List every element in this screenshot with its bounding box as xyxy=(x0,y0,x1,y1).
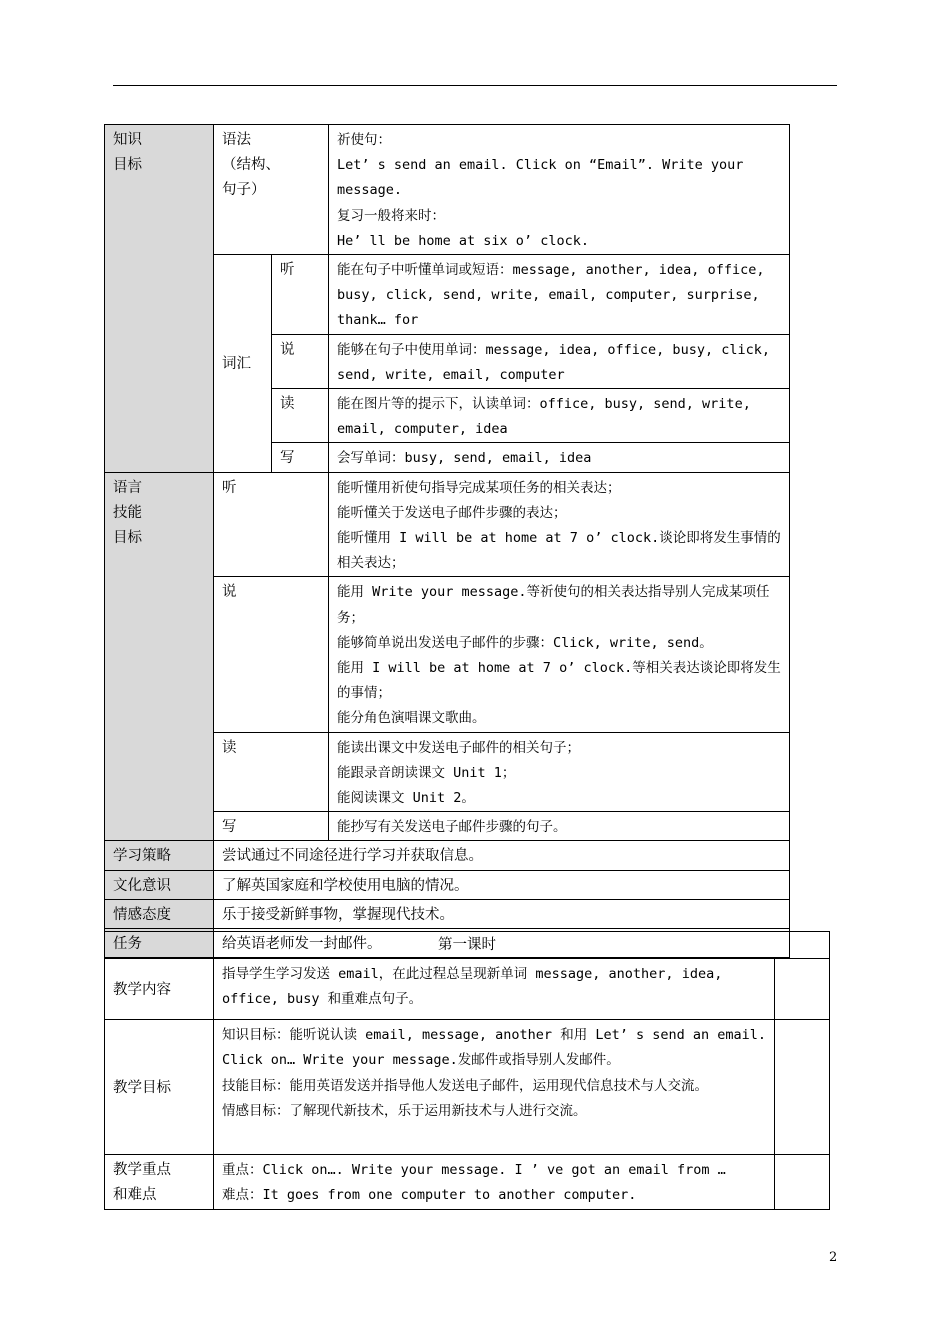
vocab-read-text: 能在图片等的提示下，认读单词：office, busy, send, write, email, computer, idea xyxy=(329,389,790,443)
attitude-text: 乐于接受新鲜事物，掌握现代技术。 xyxy=(214,899,790,928)
lesson-title: 第一课时 xyxy=(105,932,830,959)
vocab-speak-text: 能够在句子中使用单词：message, idea, office, busy, click, send, write, email, computer xyxy=(329,334,790,388)
vocab-skill-read: 读 xyxy=(272,389,329,443)
strategy-label: 学习策略 xyxy=(105,841,214,870)
page-number: 2 xyxy=(829,1250,838,1265)
focus-text: 重点：Click on…. Write your message. I ’ ve got an email from … 难点：It goes from one computer to another computer. xyxy=(214,1155,775,1209)
lesson-table xyxy=(104,931,830,1210)
objectives-label: 教学目标 xyxy=(105,1020,214,1155)
vocab-skill-listen: 听 xyxy=(272,255,329,335)
vocab-skill-speak: 说 xyxy=(272,334,329,388)
task-label: 任务 xyxy=(105,929,214,958)
attitude-label: 情感态度 xyxy=(105,899,214,928)
vocab-label: 词汇 xyxy=(214,255,272,473)
task-text: 给英语老师发一封邮件。 xyxy=(214,929,790,958)
content-text: 指导学生学习发送 email，在此过程总呈现新单词 message, another, idea, office, busy 和重难点句子。 xyxy=(214,959,775,1020)
objectives-text: 知识目标：能听说认读 email, message, another 和用 Let’ s send an email. Click on… Write your message.发邮件或指导别人发邮件。 技能目标：能用英语发送并指导他人发送电子邮件，运用现代信息技术与人交流。 情感目标：了解现代新技术，乐于运用新技术与人进行交流。 xyxy=(214,1020,775,1155)
focus-empty-cell xyxy=(775,1155,830,1209)
grammar-label: 语法 （结构、 句子） xyxy=(214,125,329,255)
skill-listen-text: 能听懂用祈使句指导完成某项任务的相关表达； 能听懂关于发送电子邮件步骤的表达； 能听懂用 I will be at home at 7 o’ clock.谈论即将发生事情的相关表达； xyxy=(329,472,790,577)
objectives-empty-cell xyxy=(775,1020,830,1155)
objectives-table xyxy=(104,124,790,958)
focus-label: 教学重点 和难点 xyxy=(105,1155,214,1209)
vocab-write-text: 会写单词：busy, send, email, idea xyxy=(329,443,790,472)
skill-listen: 听 xyxy=(214,472,329,577)
vocab-listen-text: 能在句子中听懂单词或短语：message, another, idea, office, busy, click, send, write, email, computer, surprise, thank… for xyxy=(329,255,790,335)
vocab-skill-write: 写 xyxy=(272,443,329,472)
skill-speak-text: 能用 Write your message.等祈使句的相关表达指导别人完成某项任务； 能够简单说出发送电子邮件的步骤：Click, write, send。 能用 I will be at home at 7 o’ clock.等相关表达谈论即将发生的事情； 能分角色演唱课文歌曲。 xyxy=(329,577,790,732)
grammar-content: 祈使句： Let’ s send an email. Click on “Email”. Write your message. 复习一般将来时： He’ ll be home at six o’ clock. xyxy=(329,125,790,255)
skill-read-text: 能读出课文中发送电子邮件的相关句子； 能跟录音朗读课文 Unit 1； 能阅读课文 Unit 2。 xyxy=(329,732,790,812)
language-skills-label: 语言 技能 目标 xyxy=(105,472,214,841)
skill-read: 读 xyxy=(214,732,329,812)
knowledge-label: 知识 目标 xyxy=(105,125,214,473)
header-rule xyxy=(113,85,837,86)
strategy-text: 尝试通过不同途径进行学习并获取信息。 xyxy=(214,841,790,870)
culture-label: 文化意识 xyxy=(105,870,214,899)
content-empty-cell xyxy=(775,959,830,1020)
content-label: 教学内容 xyxy=(105,959,214,1020)
skill-speak: 说 xyxy=(214,577,329,732)
skill-write-text: 能抄写有关发送电子邮件步骤的句子。 xyxy=(329,812,790,841)
skill-write: 写 xyxy=(214,812,329,841)
culture-text: 了解英国家庭和学校使用电脑的情况。 xyxy=(214,870,790,899)
